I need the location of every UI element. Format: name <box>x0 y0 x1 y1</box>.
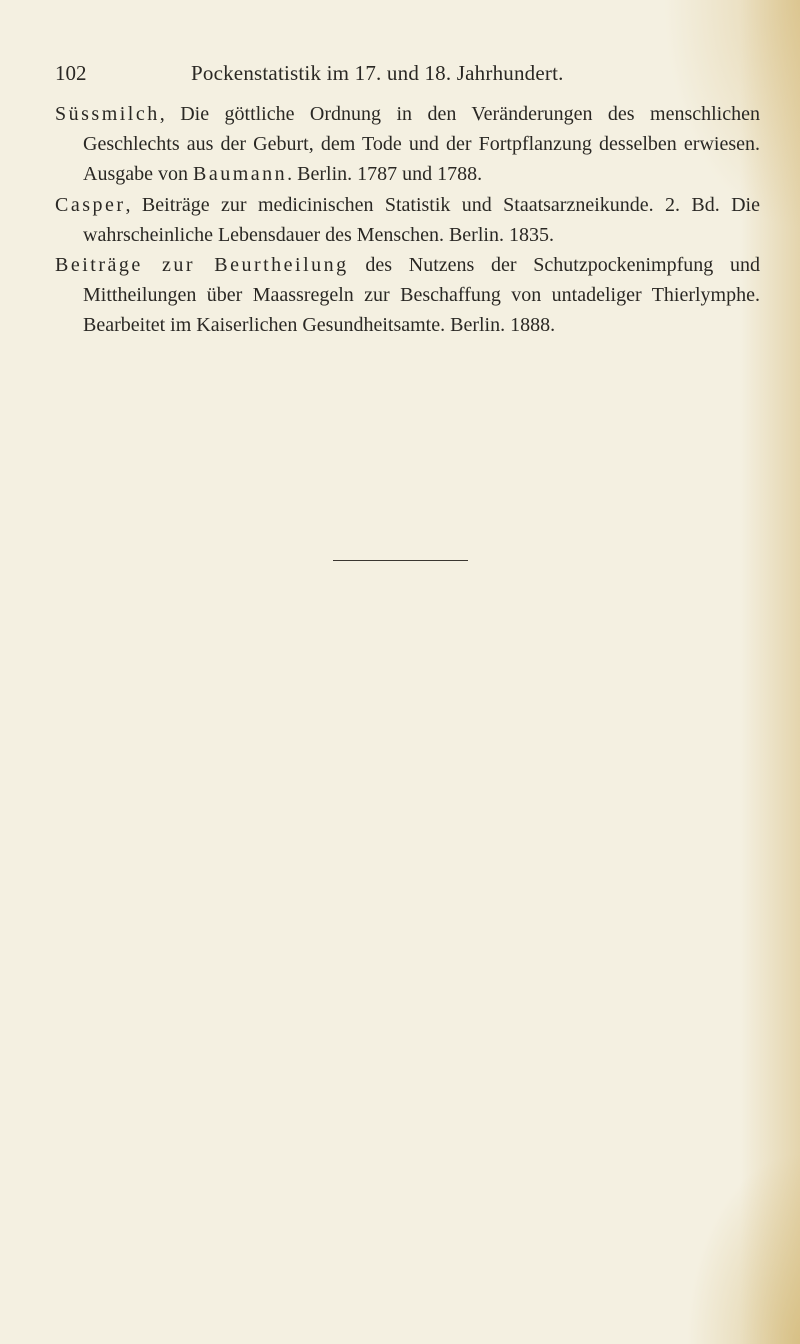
entry-author: Süssmilch <box>55 103 160 125</box>
bibliography-entry-suessmilch <box>55 99 760 190</box>
bibliography-entry-casper <box>55 190 760 250</box>
running-title: Pockenstatistik im 17. und 18. Jahrhundert. <box>191 61 564 85</box>
section-divider <box>333 560 468 561</box>
bibliography <box>55 99 760 341</box>
page-header <box>55 56 755 90</box>
entry-text: des Nutzens der Schutzpockenimpfung und Mittheilungen über Maassregeln zur Beschaffung von untadeliger Thierlymphe. Bearbeitet im Kaiserlichen Gesundheitsamte. Berlin. 1888. <box>83 254 760 337</box>
page-number: 102 <box>55 61 87 85</box>
entry-tail: . Berlin. 1787 und 1788. <box>287 163 483 186</box>
bibliography-entry-beitraege <box>55 250 760 341</box>
entry-editor: Baumann <box>192 163 288 186</box>
entry-author: Casper <box>55 193 126 216</box>
entry-author: Beiträge zur Beurtheilung <box>55 254 349 277</box>
entry-text: , Die göttliche Ordnung in den Veränderungen des menschlichen Geschlechts aus der Geburt, dem Tode und der Fortpflanzung desselben erwiesen. Ausgabe von <box>83 103 760 186</box>
entry-text: , Beiträge zur medicinischen Statistik und Staatsarzneikunde. 2. Bd. Die wahrscheinliche Lebensdauer des Menschen. Berlin. 1835. <box>83 193 760 246</box>
